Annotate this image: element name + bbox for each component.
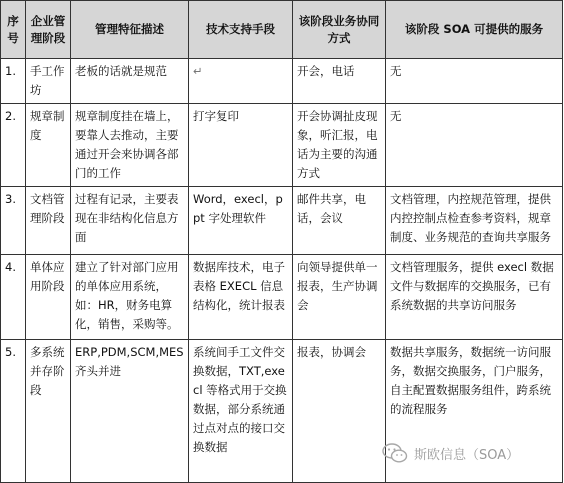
cell-tech: ↵ (189, 59, 293, 104)
watermark-text: 斯欧信息（SOA） (414, 447, 520, 463)
cell-soa: 文档管理服务，提供 execl 数据文件与数据库的交换服务，已有系统数据的共享访问服务 (386, 255, 563, 340)
cell-collab: 邮件共享，电话，会议 (293, 187, 386, 255)
table-row (1, 255, 563, 340)
cell-tech: 打字复印 (189, 104, 293, 187)
cell-collab: 向领导提供单一报表，生产协调会 (293, 255, 386, 340)
cell-stage: 规章制度 (26, 104, 71, 187)
cell-no: 4. (1, 255, 26, 340)
cell-stage: 手工作坊 (26, 59, 71, 104)
cell-feature: ERP,PDM,SCM,MES 齐头并进 (71, 340, 189, 483)
cell-tech: 数据库技术，电子表格 EXECL 信息结构化，统计报表 (189, 255, 293, 340)
wechat-icon (382, 442, 408, 464)
table-row (1, 104, 563, 187)
cell-no: 2. (1, 104, 26, 187)
cell-feature: 过程有记录，主要表现在非结构化信息方面 (71, 187, 189, 255)
header-soa: 该阶段 SOA 可提供的服务 (386, 1, 563, 59)
cell-feature: 建立了针对部门应用的单体应用系统，如：HR，财务电算化，销售，采购等。 (71, 255, 189, 340)
header-stage: 企业管理阶段 (26, 1, 71, 59)
header-feature: 管理特征描述 (71, 1, 189, 59)
table-row (1, 187, 563, 255)
cell-stage: 多系统并存阶段 (26, 340, 71, 483)
cell-feature: 规章制度挂在墙上，要靠人去推动，主要通过开会来协调各部门的工作 (71, 104, 189, 187)
cell-collab: 开会，电话 (293, 59, 386, 104)
cell-soa: 数据共享服务，数据统一访问服务，数据交换服务，门户服务，自主配置数据服务组件，跨系统的流程服务 (386, 340, 563, 483)
cell-feature: 老板的话就是规范 (71, 59, 189, 104)
cell-tech: 系统间手工文件交换数据，TXT,execl 等格式用于交换数据，部分系统通过点对点的接口交换数据 (189, 340, 293, 483)
header-tech: 技术支持手段 (189, 1, 293, 59)
cell-collab: 开会协调扯皮现象，听汇报，电话为主要的沟通方式 (293, 104, 386, 187)
cell-soa: 无 (386, 59, 563, 104)
cell-no: 3. (1, 187, 26, 255)
cell-soa: 文档管理，内控规范管理，提供内控控制点检查参考资料，规章制度、业务规范的查询共享服务 (386, 187, 563, 255)
header-collab: 该阶段业务协同方式 (293, 1, 386, 59)
cell-collab: 报表，协调会 (293, 340, 386, 483)
watermark (382, 438, 564, 468)
table-header-row (1, 1, 563, 59)
cell-tech: Word，execl，ppt 字处理软件 (189, 187, 293, 255)
header-no: 序号 (1, 1, 26, 59)
cell-soa: 无 (386, 104, 563, 187)
table-row (1, 59, 563, 104)
cell-no: 1. (1, 59, 26, 104)
cell-stage: 单体应用阶段 (26, 255, 71, 340)
cell-no: 5. (1, 340, 26, 483)
cell-stage: 文档管理阶段 (26, 187, 71, 255)
